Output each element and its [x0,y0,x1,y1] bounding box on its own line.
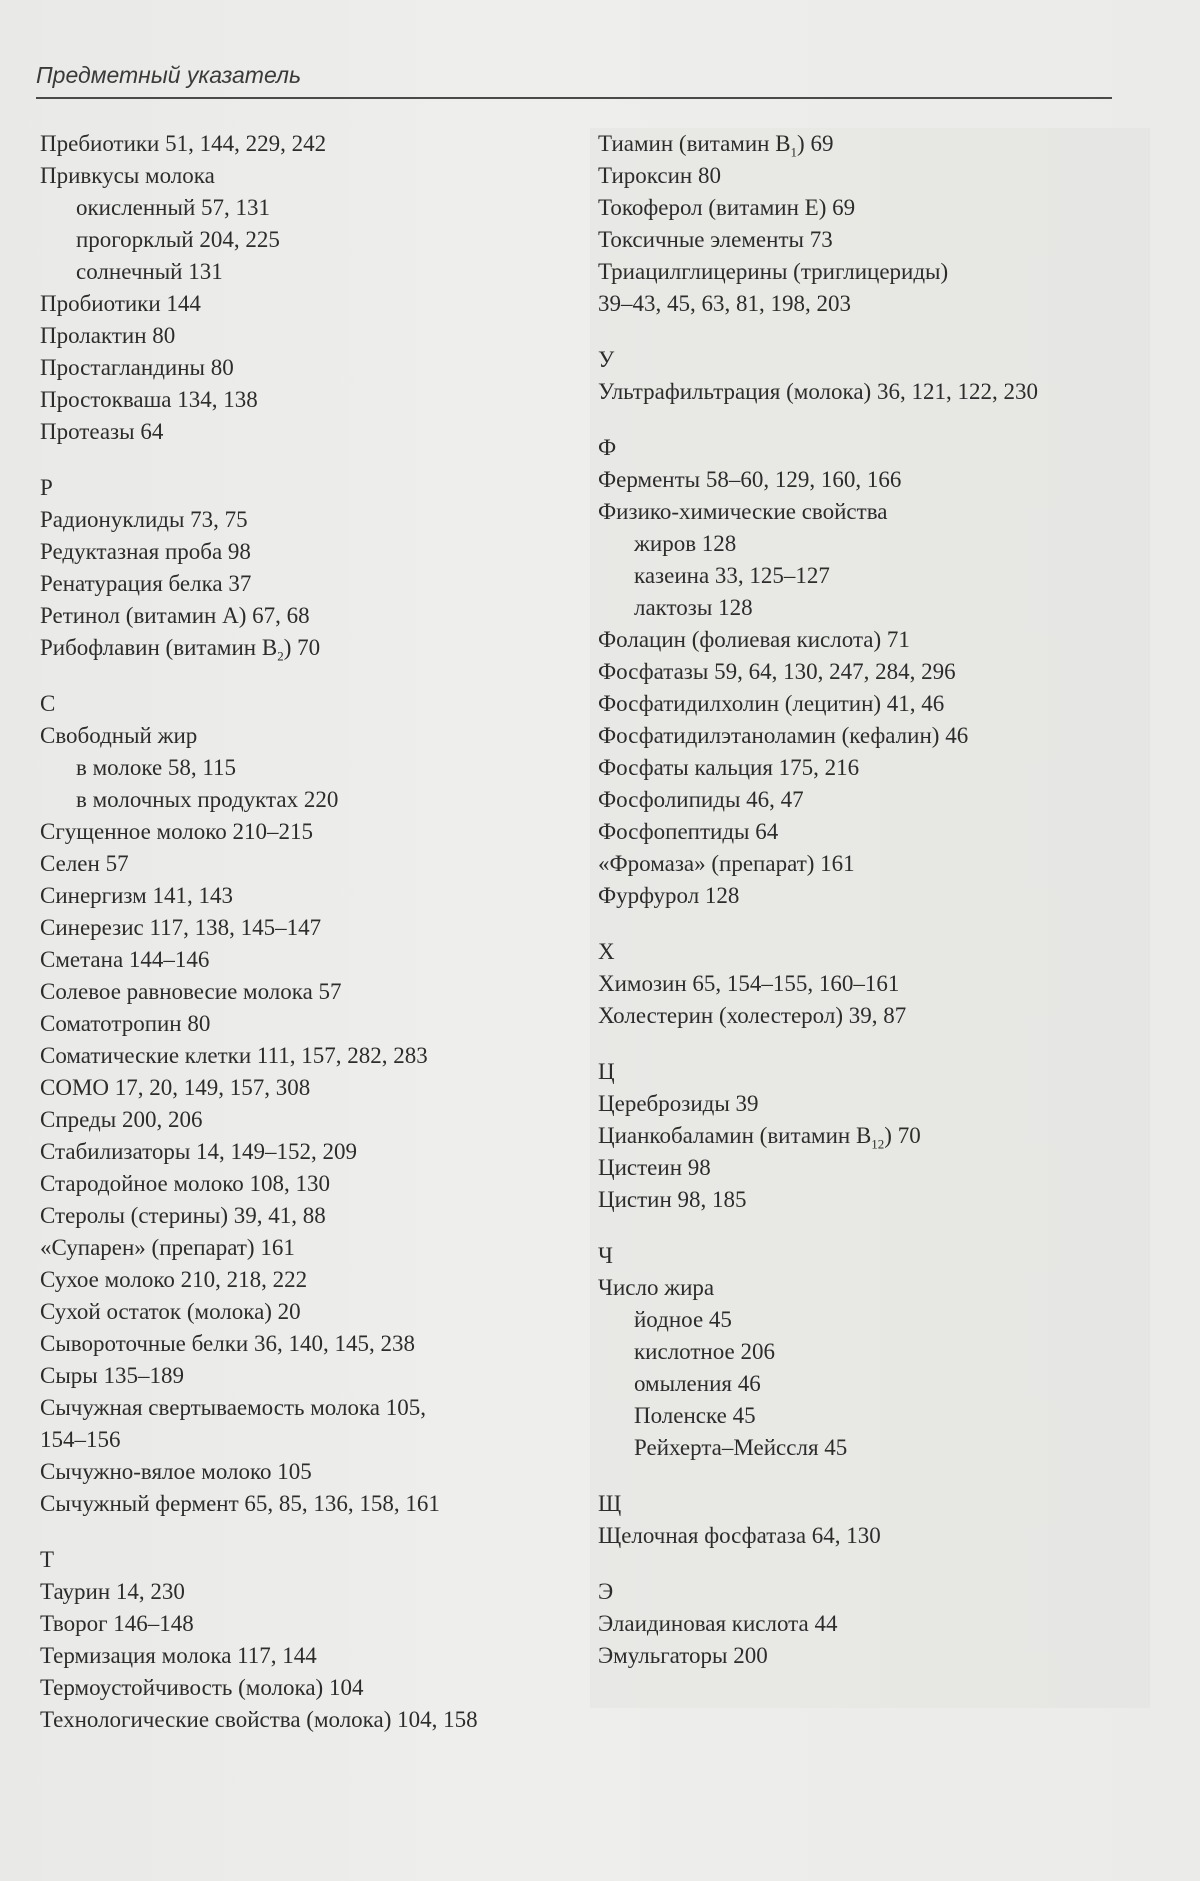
index-subentry: окисленный 57, 131 [76,195,271,220]
index-entry: Радионуклиды 73, 75 [40,507,248,532]
index-entry: Цистеин 98 [598,1155,711,1180]
index-subentry: в молоке 58, 115 [76,755,237,780]
index-entry: Творог 146–148 [40,1611,194,1636]
index-entry: Спреды 200, 206 [40,1107,203,1132]
index-entry: Синерезис 117, 138, 145–147 [40,915,322,940]
index-subentry: Рейхерта–Мейссля 45 [634,1435,848,1460]
index-subentry: омыления 46 [634,1371,761,1396]
index-entry: СОМО 17, 20, 149, 157, 308 [40,1075,311,1100]
index-entry: «Супарен» (препарат) 161 [40,1235,295,1260]
index-subentry: казеина 33, 125–127 [634,563,830,588]
index-entry: Фосфаты кальция 175, 216 [598,755,860,780]
index-entry: Свободный жир [40,723,198,748]
index-entry: Ретинол (витамин А) 67, 68 [40,603,310,628]
index-entry: Эмульгаторы 200 [598,1643,768,1668]
index-letter-heading: Р [40,475,53,500]
index-entry: Таурин 14, 230 [40,1579,185,1604]
index-entry: Стабилизаторы 14, 149–152, 209 [40,1139,358,1164]
index-entry: Термоустойчивость (молока) 104 [40,1675,364,1700]
index-subentry: кислотное 206 [634,1339,775,1364]
index-entry: Ультрафильтрация (молока) 36, 121, 122, 230 [598,379,1038,404]
index-entry: Токсичные элементы 73 [598,227,833,252]
index-entry: Фосфатазы 59, 64, 130, 247, 284, 296 [598,659,956,684]
index-letter-heading: Т [40,1547,55,1572]
index-entry: Пребиотики 51, 144, 229, 242 [40,131,327,156]
index-entry: Сметана 144–146 [40,947,210,972]
index-entry: Синергизм 141, 143 [40,883,233,908]
index-entry: Термизация молока 117, 144 [40,1643,317,1668]
index-entry: Фолацин (фолиевая кислота) 71 [598,627,910,652]
index-letter-heading: Э [598,1579,614,1604]
index-letter-heading: Ч [598,1243,613,1268]
index-entry: Технологические свойства (молока) 104, 158 [40,1707,478,1732]
index-letter-heading: Х [598,939,615,964]
index-entry: Число жира [598,1275,715,1300]
index-entry: Солевое равновесие молока 57 [40,979,342,1004]
index-entry: Цистин 98, 185 [598,1187,747,1212]
index-letter-heading: У [598,347,615,372]
index-entry: Тиамин (витамин $B_1$) 69 [598,131,834,160]
index-entry: Фурфурол 128 [598,883,740,908]
index-entry: Простокваша 134, 138 [40,387,258,412]
index-entry: Протеазы 64 [40,419,164,444]
index-entry: Химозин 65, 154–155, 160–161 [598,971,900,996]
index-column-left [40,128,600,1736]
index-entry: Рибофлавин (витамин $B_2$) 70 [40,635,321,664]
index-entry: Соматические клетки 111, 157, 282, 283 [40,1043,428,1068]
running-header [36,62,1112,99]
index-entry: Соматотропин 80 [40,1011,211,1036]
index-entry: Фосфатидилэтаноламин (кефалин) 46 [598,723,969,748]
index-letter-heading: Щ [598,1491,622,1516]
index-entry: Пролактин 80 [40,323,176,348]
index-subentry: йодное 45 [634,1307,732,1332]
index-entry: Токоферол (витамин Е) 69 [598,195,856,220]
index-entry: Сгущенное молоко 210–215 [40,819,314,844]
index-entry: Сухое молоко 210, 218, 222 [40,1267,308,1292]
index-entry: Сухой остаток (молока) 20 [40,1299,301,1324]
index-letter-heading: Ц [598,1059,615,1084]
index-entry: Сычужный фермент 65, 85, 136, 158, 161 [40,1491,440,1516]
index-entry: Сыры 135–189 [40,1363,184,1388]
index-entry: Редуктазная проба 98 [40,539,251,564]
index-entry-continuation: 39–43, 45, 63, 81, 198, 203 [598,291,851,316]
index-entry: Ренатурация белка 37 [40,571,252,596]
index-letter-heading: Ф [598,435,617,460]
index-entry: Простагландины 80 [40,355,234,380]
index-entry: Селен 57 [40,851,129,876]
index-entry: Ферменты 58–60, 129, 160, 166 [598,467,902,492]
index-entry: Щелочная фосфатаза 64, 130 [598,1523,881,1548]
index-column-right [598,128,1158,1672]
index-letter-heading: С [40,691,56,716]
index-subentry: в молочных продуктах 220 [76,787,339,812]
index-entry: Сычужная свертываемость молока 105, [40,1395,427,1420]
page-title: Предметный указатель [36,62,302,88]
index-entry: Стародойное молоко 108, 130 [40,1171,330,1196]
index-entry: Привкусы молока [40,163,215,188]
index-entry: «Фромаза» (препарат) 161 [598,851,855,876]
index-entry-continuation: 154–156 [40,1427,121,1452]
index-entry: Пробиотики 144 [40,291,201,316]
index-entry: Фосфопептиды 64 [598,819,779,844]
index-subentry: прогорклый 204, 225 [76,227,280,252]
index-entry: Цианкобаламин (витамин $B_{12}$) 70 [598,1123,921,1152]
index-entry: Сычужно-вялое молоко 105 [40,1459,312,1484]
index-entry: Триацилглицерины (триглицериды) [598,259,949,284]
index-subentry: лактозы 128 [634,595,753,620]
index-entry: Фосфолипиды 46, 47 [598,787,804,812]
index-entry: Физико-химические свойства [598,499,888,524]
index-subentry: солнечный 131 [76,259,223,284]
index-entry: Холестерин (холестерол) 39, 87 [598,1003,907,1028]
index-entry: Элаидиновая кислота 44 [598,1611,838,1636]
index-subentry: Поленске 45 [634,1403,756,1428]
index-subentry: жиров 128 [634,531,737,556]
index-entry: Стеролы (стерины) 39, 41, 88 [40,1203,326,1228]
index-entry: Фосфатидилхолин (лецитин) 41, 46 [598,691,945,716]
index-entry: Сывороточные белки 36, 140, 145, 238 [40,1331,415,1356]
index-entry: Цереброзиды 39 [598,1091,759,1116]
index-entry: Тироксин 80 [598,163,721,188]
